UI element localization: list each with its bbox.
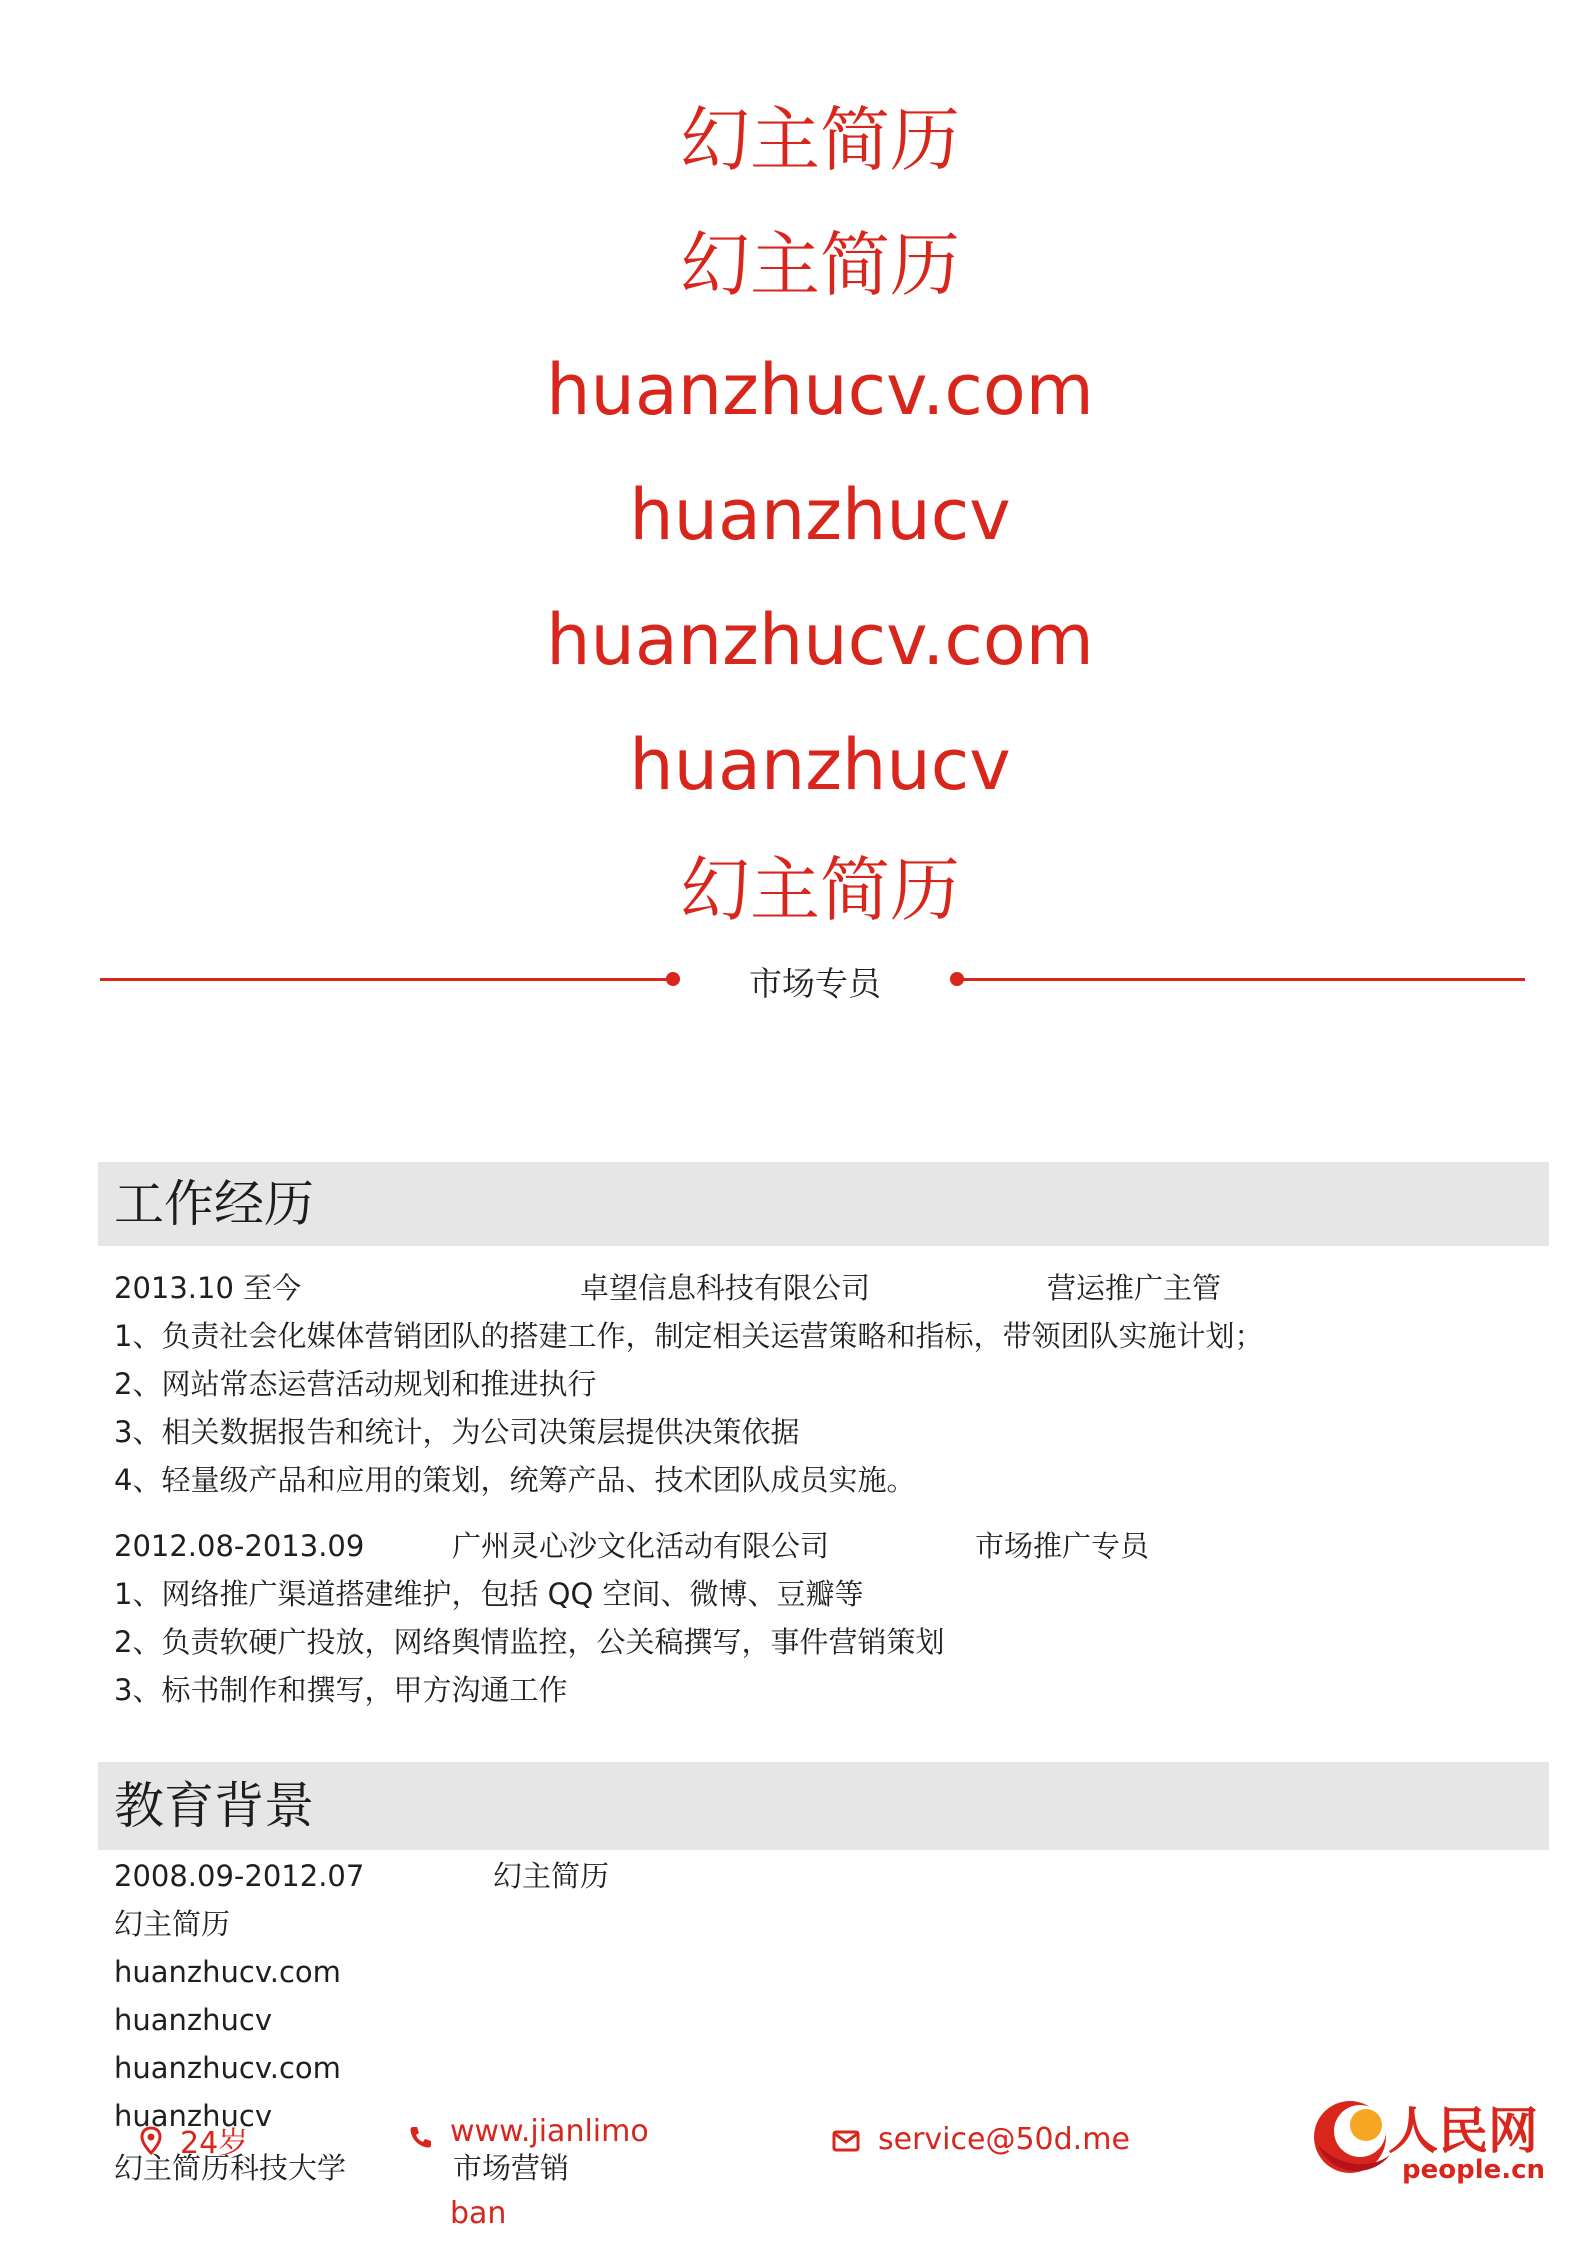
job-1-duty: 3、相关数据报告和统计，为公司决策层提供决策依据 bbox=[114, 1415, 800, 1449]
education-period: 2008.09-2012.07 bbox=[114, 1859, 365, 1893]
education-line: huanzhucv.com bbox=[114, 2051, 341, 2085]
watermark-line: huanzhucv bbox=[629, 474, 1011, 556]
job-1-company: 卓望信息科技有限公司 bbox=[580, 1271, 871, 1305]
education-line: 幻主简历 bbox=[114, 1907, 231, 1941]
job-1-duty: 1、负责社会化媒体营销团队的搭建工作，制定相关运营策略和指标，带领团队实施计划； bbox=[114, 1319, 1264, 1353]
education-school: 幻主简历科技大学 bbox=[114, 2151, 347, 2185]
job-2-duty: 1、网络推广渠道搭建维护，包括 QQ 空间、微博、豆瓣等 bbox=[114, 1577, 864, 1611]
job-2-duty: 3、标书制作和撰写，甲方沟通工作 bbox=[114, 1673, 568, 1707]
job-1-period: 2013.10 至今 bbox=[114, 1271, 302, 1305]
job-1-position: 营运推广主管 bbox=[1047, 1271, 1222, 1305]
mail-icon bbox=[832, 2130, 860, 2156]
education-major: 市场营销 bbox=[453, 2151, 570, 2185]
job-2-company: 广州灵心沙文化活动有限公司 bbox=[452, 1529, 830, 1563]
people-cn-logo bbox=[1310, 2085, 1560, 2195]
location-pin-icon bbox=[140, 2126, 162, 2160]
logo-text: 人民网 bbox=[1388, 2101, 1538, 2160]
job-1-duty: 4、轻量级产品和应用的策划，统筹产品、技术团队成员实施。 bbox=[114, 1463, 916, 1497]
phone-icon bbox=[408, 2124, 434, 2154]
education-line: huanzhucv.com bbox=[114, 1955, 341, 1989]
job-title: 市场专员 bbox=[749, 964, 881, 1003]
footer-website-continued[interactable]: ban bbox=[450, 2196, 507, 2231]
watermark-line: huanzhucv bbox=[629, 724, 1011, 806]
footer-age: 24岁 bbox=[180, 2126, 249, 2161]
section-title-work: 工作经历 bbox=[114, 1175, 314, 1233]
job-1-duty: 2、网站常态运营活动规划和推进执行 bbox=[114, 1367, 597, 1401]
footer-website[interactable]: www.jianlimo bbox=[450, 2114, 649, 2149]
watermark-line: 幻主简历 bbox=[680, 99, 960, 181]
watermark-line: 幻主简历 bbox=[680, 224, 960, 306]
watermark-line: huanzhucv.com bbox=[546, 349, 1094, 431]
education-school-inline: 幻主简历 bbox=[493, 1859, 610, 1893]
watermark-title-block bbox=[0, 78, 1587, 953]
section-title-education: 教育背景 bbox=[114, 1777, 314, 1835]
job-2-duty: 2、负责软硬广投放，网络舆情监控，公关稿撰写，事件营销策划 bbox=[114, 1625, 945, 1659]
divider-dot-left bbox=[666, 972, 680, 986]
education-section-header bbox=[98, 1762, 1549, 1850]
job-2-position: 市场推广专员 bbox=[975, 1529, 1150, 1563]
work-section-header bbox=[98, 1162, 1549, 1246]
education-line: huanzhucv bbox=[114, 2099, 272, 2133]
education-line: huanzhucv bbox=[114, 2003, 272, 2037]
watermark-line: huanzhucv.com bbox=[546, 599, 1094, 681]
watermark-line: 幻主简历 bbox=[680, 849, 960, 931]
divider-left bbox=[100, 978, 672, 981]
logo-url: people.cn bbox=[1402, 2155, 1546, 2185]
divider-right bbox=[957, 978, 1525, 981]
job-title-row bbox=[0, 950, 1587, 1010]
footer-email[interactable]: service@50d.me bbox=[878, 2122, 1130, 2157]
job-2-period: 2012.08-2013.09 bbox=[114, 1529, 365, 1563]
